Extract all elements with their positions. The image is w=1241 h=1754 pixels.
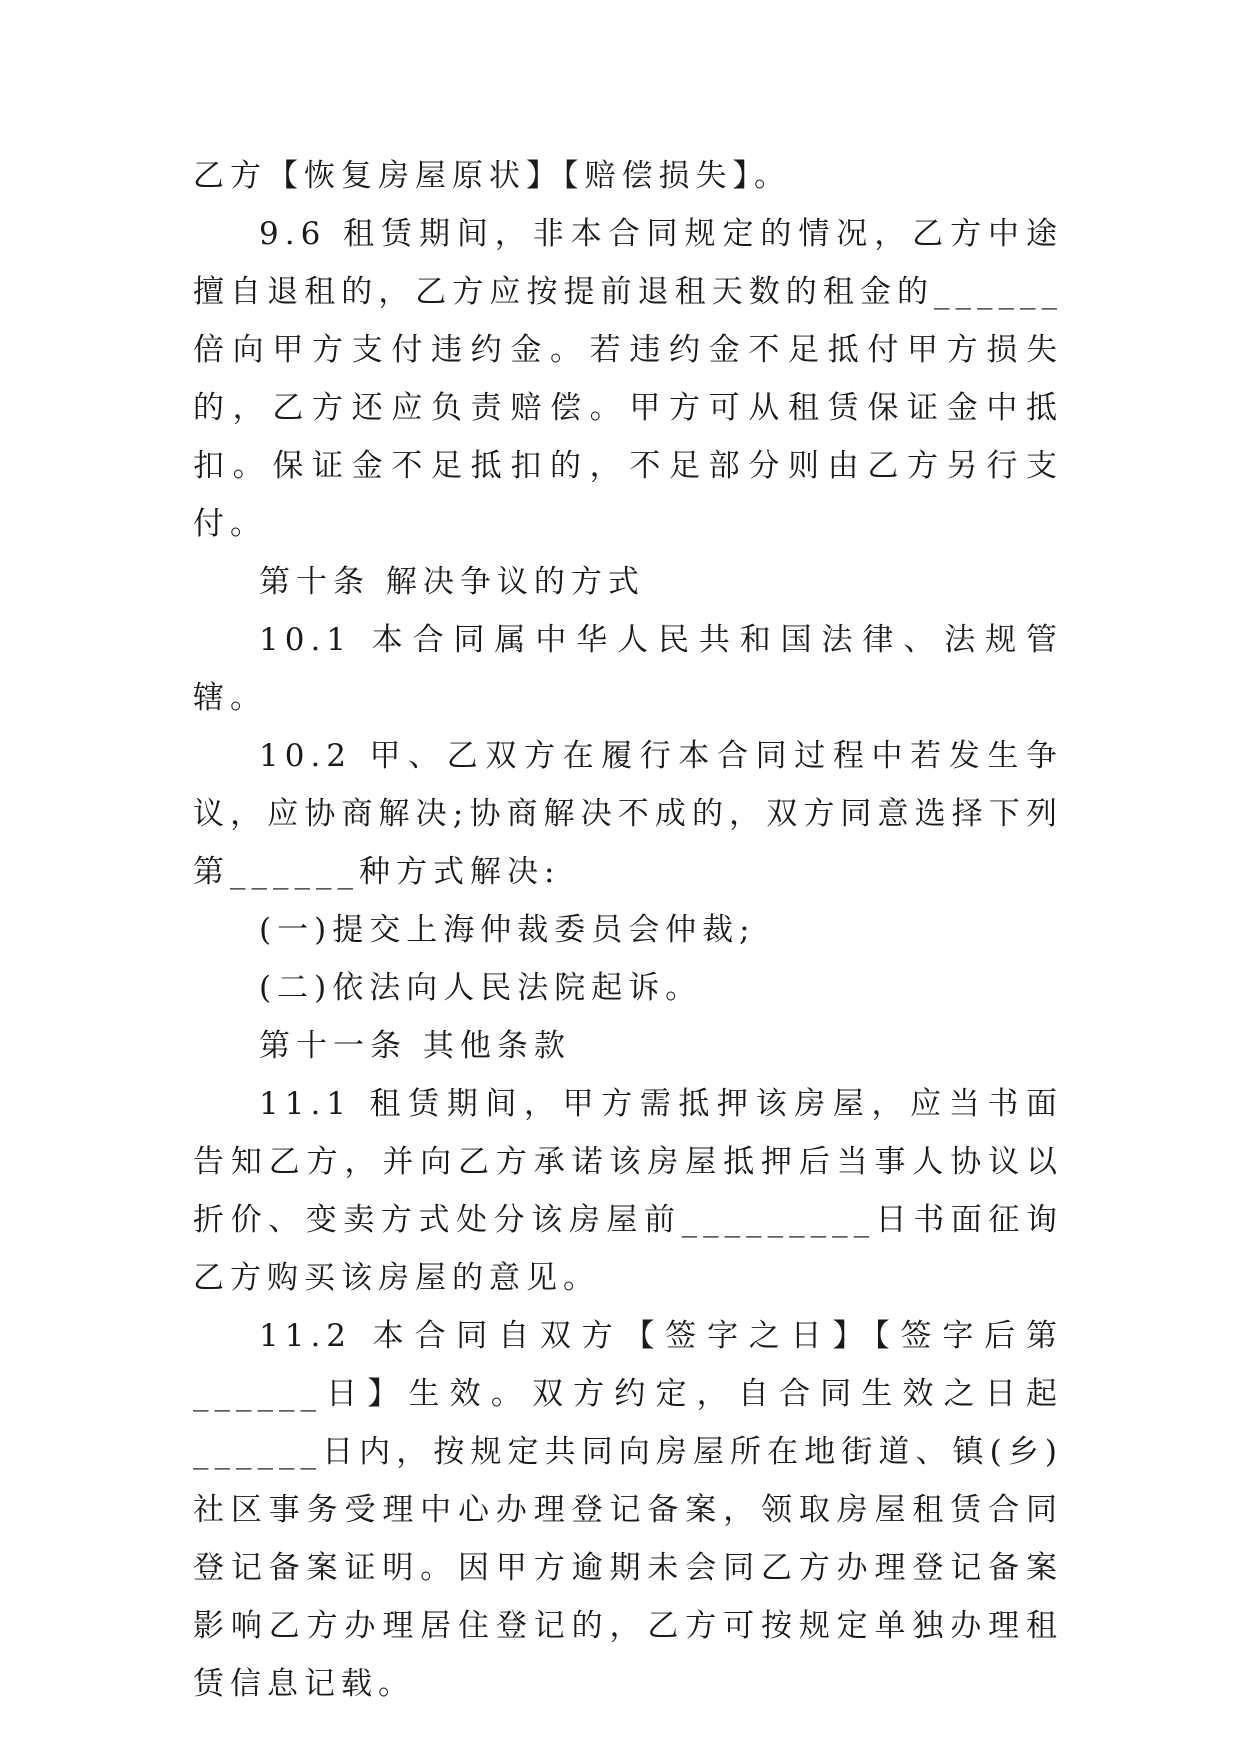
heading-article-11: 第十一条 其他条款 <box>259 1028 571 1064</box>
paragraph-10-1-jurisdiction: 10.1 本合同属中华人民共和国法律、法规管辖。 <box>193 622 1063 716</box>
paragraph-restore-original-state: 乙方【恢复房屋原状】【赔偿损失】。 <box>193 158 791 194</box>
option-arbitration: (一)提交上海仲裁委员会仲裁; <box>259 912 756 948</box>
paragraph-9-6-early-termination: 9.6 租赁期间，非本合同规定的情况，乙方中途擅自退租的，乙方应按提前退租天数的租金的______倍向甲方支付违约金。若违约金不足抵付甲方损失的，乙方还应负责赔偿。甲方可从租赁保证金中抵扣。保证金不足抵扣的，不足部分则由乙方另行支付。 <box>193 216 1063 542</box>
option-litigation: (二)依法向人民法院起诉。 <box>259 970 703 1006</box>
paragraph-11-1-mortgage: 11.1 租赁期间，甲方需抵押该房屋，应当书面告知乙方，并向乙方承诺该房屋抵押后当事人协议以折价、变卖方式处分该房屋前_________日书面征询乙方购买该房屋的意见。 <box>193 1086 1063 1296</box>
document-page <box>193 147 1063 1713</box>
paragraph-10-2-dispute-resolution: 10.2 甲、乙双方在履行本合同过程中若发生争议，应协商解决;协商解决不成的，双方同意选择下列第______种方式解决: <box>193 738 1063 890</box>
heading-article-10: 第十条 解决争议的方式 <box>259 564 645 600</box>
paragraph-11-2-effectiveness: 11.2 本合同自双方【签字之日】【签字后第______日】生效。双方约定，自合同生效之日起______日内，按规定共同向房屋所在地街道、镇(乡)社区事务受理中心办理登记备案，领取房屋租赁合同登记备案证明。因甲方逾期未会同乙方办理登记备案影响乙方办理居住登记的，乙方可按规定单独办理租赁信息记载。 <box>193 1318 1063 1702</box>
